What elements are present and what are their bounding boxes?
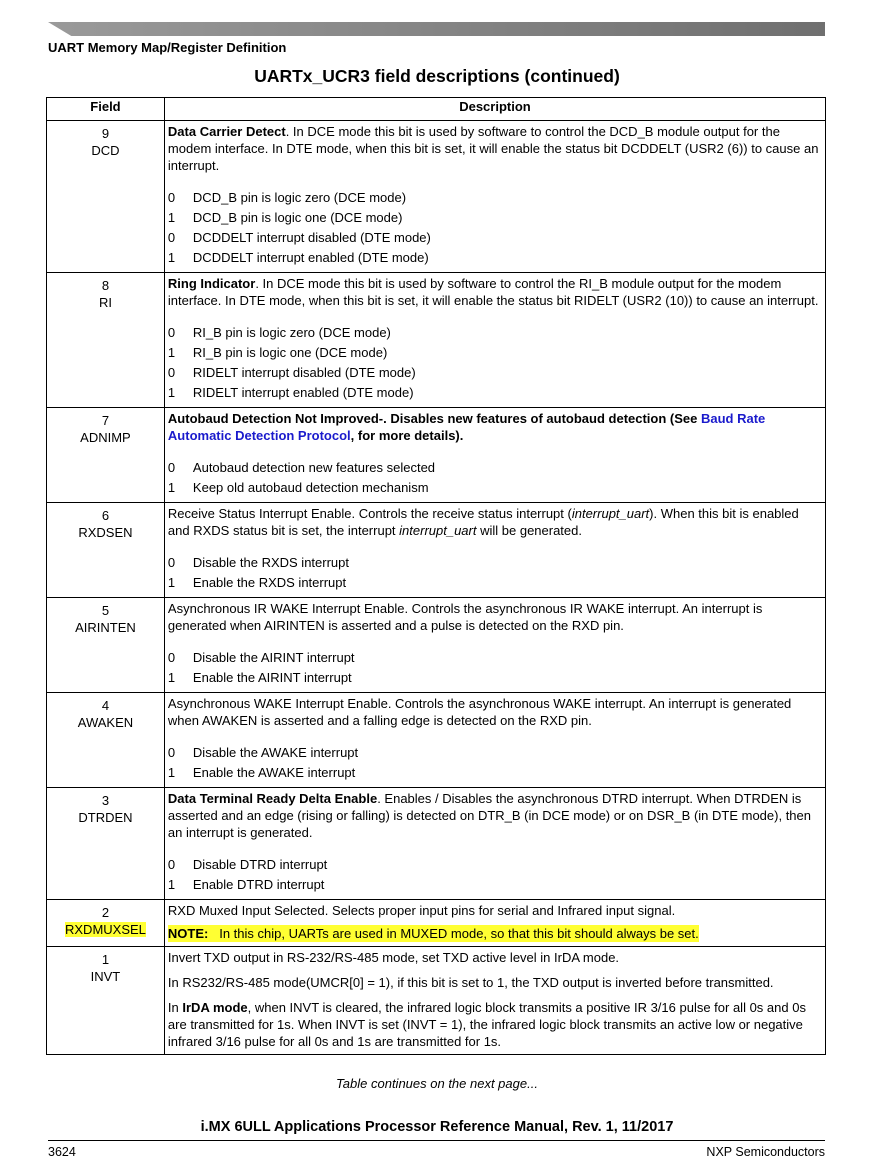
bit-number: 3 <box>101 793 110 808</box>
description-text: Receive Status Interrupt Enable. Controls the receive status interrupt ( <box>167 506 572 521</box>
value-list <box>168 323 822 403</box>
description-cell <box>164 598 825 693</box>
table-row <box>47 693 826 788</box>
note-highlighted <box>168 925 699 942</box>
value-list <box>168 743 822 783</box>
bit-number: 6 <box>101 508 110 523</box>
value-code: 1 <box>167 385 176 400</box>
value-row <box>168 458 822 478</box>
description-text: will be generated. <box>476 523 582 538</box>
value-description: RI_B pin is logic zero (DCE mode) <box>192 325 391 340</box>
value-code: 1 <box>167 765 176 780</box>
page-number: 3624 <box>48 1145 76 1159</box>
bit-number: 7 <box>101 413 110 428</box>
value-code: 0 <box>167 857 176 872</box>
field-name: AIRINTEN <box>75 620 136 635</box>
description-text: . Enables / Disables the asynchronous DTRD interrupt. When DTRDEN is asserted and an edge (rising or falling) is detected on DTR_B (in DCE mode) or on DSR_B (in DTE mode), then an interrupt is generated. <box>167 791 811 840</box>
field-cell <box>47 947 165 1055</box>
description-text: RXD Muxed Input Selected. Selects proper input pins for serial and Infrared input signal. <box>167 903 676 918</box>
field-cell <box>47 273 165 408</box>
value-code: 1 <box>167 210 176 225</box>
footer-divider <box>48 1140 825 1141</box>
value-code: 1 <box>167 670 176 685</box>
note-text: In this chip, UARTs are used in MUXED mode, so that this bit should always be set. <box>219 926 699 941</box>
description-cell <box>164 900 825 947</box>
field-cell <box>47 598 165 693</box>
value-row <box>168 573 822 593</box>
value-description: Enable the RXDS interrupt <box>192 575 347 590</box>
value-code: 1 <box>167 575 176 590</box>
bit-number: 1 <box>101 952 110 967</box>
field-descriptions-table <box>46 97 826 1055</box>
table-row <box>47 947 826 1055</box>
value-code: 1 <box>167 345 176 360</box>
description-cell <box>164 693 825 788</box>
field-name: DTRDEN <box>78 810 133 825</box>
value-code: 0 <box>167 745 176 760</box>
description-text: Invert TXD output in RS-232/RS-485 mode, set TXD active level in IrDA mode. <box>167 950 620 965</box>
field-title: Data Terminal Ready Delta Enable <box>167 791 378 806</box>
value-description: Disable the AIRINT interrupt <box>192 650 355 665</box>
value-description: Autobaud detection new features selected <box>192 460 436 475</box>
value-code: 0 <box>167 460 176 475</box>
value-description: RIDELT interrupt enabled (DTE mode) <box>192 385 414 400</box>
field-cell <box>47 408 165 503</box>
value-description: Enable the AIRINT interrupt <box>192 670 352 685</box>
value-code: 1 <box>167 250 176 265</box>
value-row <box>168 553 822 573</box>
value-row <box>168 208 822 228</box>
company-name: NXP Semiconductors <box>706 1145 825 1159</box>
value-row <box>168 188 822 208</box>
table-row <box>47 598 826 693</box>
field-cell <box>47 503 165 598</box>
running-head: UART Memory Map/Register Definition <box>48 40 287 55</box>
bit-number: 9 <box>101 126 110 141</box>
value-row <box>168 323 822 343</box>
value-row <box>168 248 822 268</box>
value-list <box>168 188 822 268</box>
description-text: In RS232/RS-485 mode(UMCR[0] = 1), if this bit is set to 1, the TXD output is inverted before transmitted. <box>167 975 774 990</box>
table-row <box>47 900 826 947</box>
bit-number: 5 <box>101 603 110 618</box>
signal-name: interrupt_uart <box>399 523 477 538</box>
value-row <box>168 875 822 895</box>
value-code: 0 <box>167 650 176 665</box>
field-name: RXDSEN <box>78 525 133 540</box>
value-code: 1 <box>167 480 176 495</box>
value-description: Enable the AWAKE interrupt <box>192 765 356 780</box>
value-description: Disable the RXDS interrupt <box>192 555 349 570</box>
value-row <box>168 343 822 363</box>
value-row <box>168 648 822 668</box>
description-text: ). When this bit is enabled and RXDS status bit is set, the interrupt <box>167 506 799 538</box>
value-description: DCD_B pin is logic zero (DCE mode) <box>192 190 407 205</box>
description-text: . In DCE mode this bit is used by software to control the RI_B module output for the modem interface. In DTE mode, when this bit is set, it will enable the status bit RIDELT (USR2 (10)) to cause an interrupt. <box>167 276 819 308</box>
table-header-row <box>47 98 826 121</box>
value-row <box>168 228 822 248</box>
value-description: DCD_B pin is logic one (DCE mode) <box>192 210 403 225</box>
value-description: Disable DTRD interrupt <box>192 857 328 872</box>
value-description: Disable the AWAKE interrupt <box>192 745 359 760</box>
value-code: 0 <box>167 325 176 340</box>
value-row <box>168 668 822 688</box>
description-text: Autobaud Detection Not Improved-. Disables new features of autobaud detection (See <box>167 411 701 426</box>
field-name: INVT <box>90 969 121 984</box>
table-row <box>47 503 826 598</box>
description-cell <box>164 408 825 503</box>
field-cell <box>47 693 165 788</box>
baud-rate-protocol-link[interactable]: Baud Rate Automatic Detection Protocol <box>167 411 766 443</box>
description-cell <box>164 503 825 598</box>
field-title: Data Carrier Detect <box>167 124 286 139</box>
bit-number: 2 <box>101 905 110 920</box>
description-cell <box>164 947 825 1055</box>
value-row <box>168 743 822 763</box>
column-header-field: Field <box>47 98 165 121</box>
table-row <box>47 788 826 900</box>
value-code: 0 <box>167 230 176 245</box>
value-row <box>168 478 822 498</box>
note-label: NOTE: <box>167 926 209 941</box>
bit-number: 4 <box>101 698 110 713</box>
table-row <box>47 273 826 408</box>
field-name: RI <box>98 295 112 310</box>
value-code: 0 <box>167 365 176 380</box>
description-text: In <box>167 1000 183 1015</box>
value-description: Keep old autobaud detection mechanism <box>192 480 429 495</box>
table-title: UARTx_UCR3 field descriptions (continued) <box>254 66 620 86</box>
field-name: AWAKEN <box>77 715 134 730</box>
value-list <box>168 648 822 688</box>
value-description: DCDDELT interrupt enabled (DTE mode) <box>192 250 429 265</box>
value-code: 0 <box>167 555 176 570</box>
description-text: Asynchronous WAKE Interrupt Enable. Controls the asynchronous WAKE interrupt. An interrupt is generated when AWAKEN is asserted and a falling edge is detected on the RXD pin. <box>167 696 792 728</box>
value-row <box>168 383 822 403</box>
field-name-highlighted: RXDMUXSEL <box>65 922 146 937</box>
description-text: , when INVT is cleared, the infrared logic block transmits a positive IR 3/16 pulse for all 0s and 0s are transmitted for 1s. When INVT is set (INVT = 1), the infrared logic block transmits an active low or negative infrared 3/16 pulse for all 0s and 1s are transmitted for 1s. <box>167 1000 806 1049</box>
value-list <box>168 458 822 498</box>
value-row <box>168 855 822 875</box>
value-description: Enable DTRD interrupt <box>192 877 325 892</box>
field-cell <box>47 121 165 273</box>
field-cell <box>47 788 165 900</box>
mode-name: IrDA mode <box>182 1000 248 1015</box>
value-list <box>168 553 822 593</box>
value-description: DCDDELT interrupt disabled (DTE mode) <box>192 230 431 245</box>
table-continues-note: Table continues on the next page... <box>336 1076 538 1091</box>
signal-name: interrupt_uart <box>571 506 650 521</box>
field-cell <box>47 900 165 947</box>
manual-title: i.MX 6ULL Applications Processor Reference Manual, Rev. 1, 11/2017 <box>200 1119 674 1135</box>
description-text: Asynchronous IR WAKE Interrupt Enable. Controls the asynchronous IR WAKE interrupt. An interrupt is generated when AIRINTEN is asserted and a pulse is detected on the RXD pin. <box>167 601 763 633</box>
description-text: , for more details). <box>350 428 464 443</box>
description-text: . In DCE mode this bit is used by software to control the DCD_B module output for the modem interface. In DTE mode, when this bit is set, it will enable the status bit DCDDELT (USR2 (6)) to cause an interrupt. <box>167 124 819 173</box>
value-row <box>168 363 822 383</box>
description-cell <box>164 273 825 408</box>
description-cell <box>164 788 825 900</box>
value-code: 0 <box>167 190 176 205</box>
header-bar <box>48 22 825 36</box>
bit-number: 8 <box>101 278 110 293</box>
column-header-description: Description <box>164 98 825 121</box>
field-name: DCD <box>91 143 120 158</box>
value-list <box>168 855 822 895</box>
value-description: RIDELT interrupt disabled (DTE mode) <box>192 365 416 380</box>
table-row <box>47 408 826 503</box>
table-row <box>47 121 826 273</box>
value-description: RI_B pin is logic one (DCE mode) <box>192 345 388 360</box>
value-code: 1 <box>167 877 176 892</box>
description-cell <box>164 121 825 273</box>
field-name: ADNIMP <box>80 430 131 445</box>
value-row <box>168 763 822 783</box>
field-title: Ring Indicator <box>167 276 256 291</box>
